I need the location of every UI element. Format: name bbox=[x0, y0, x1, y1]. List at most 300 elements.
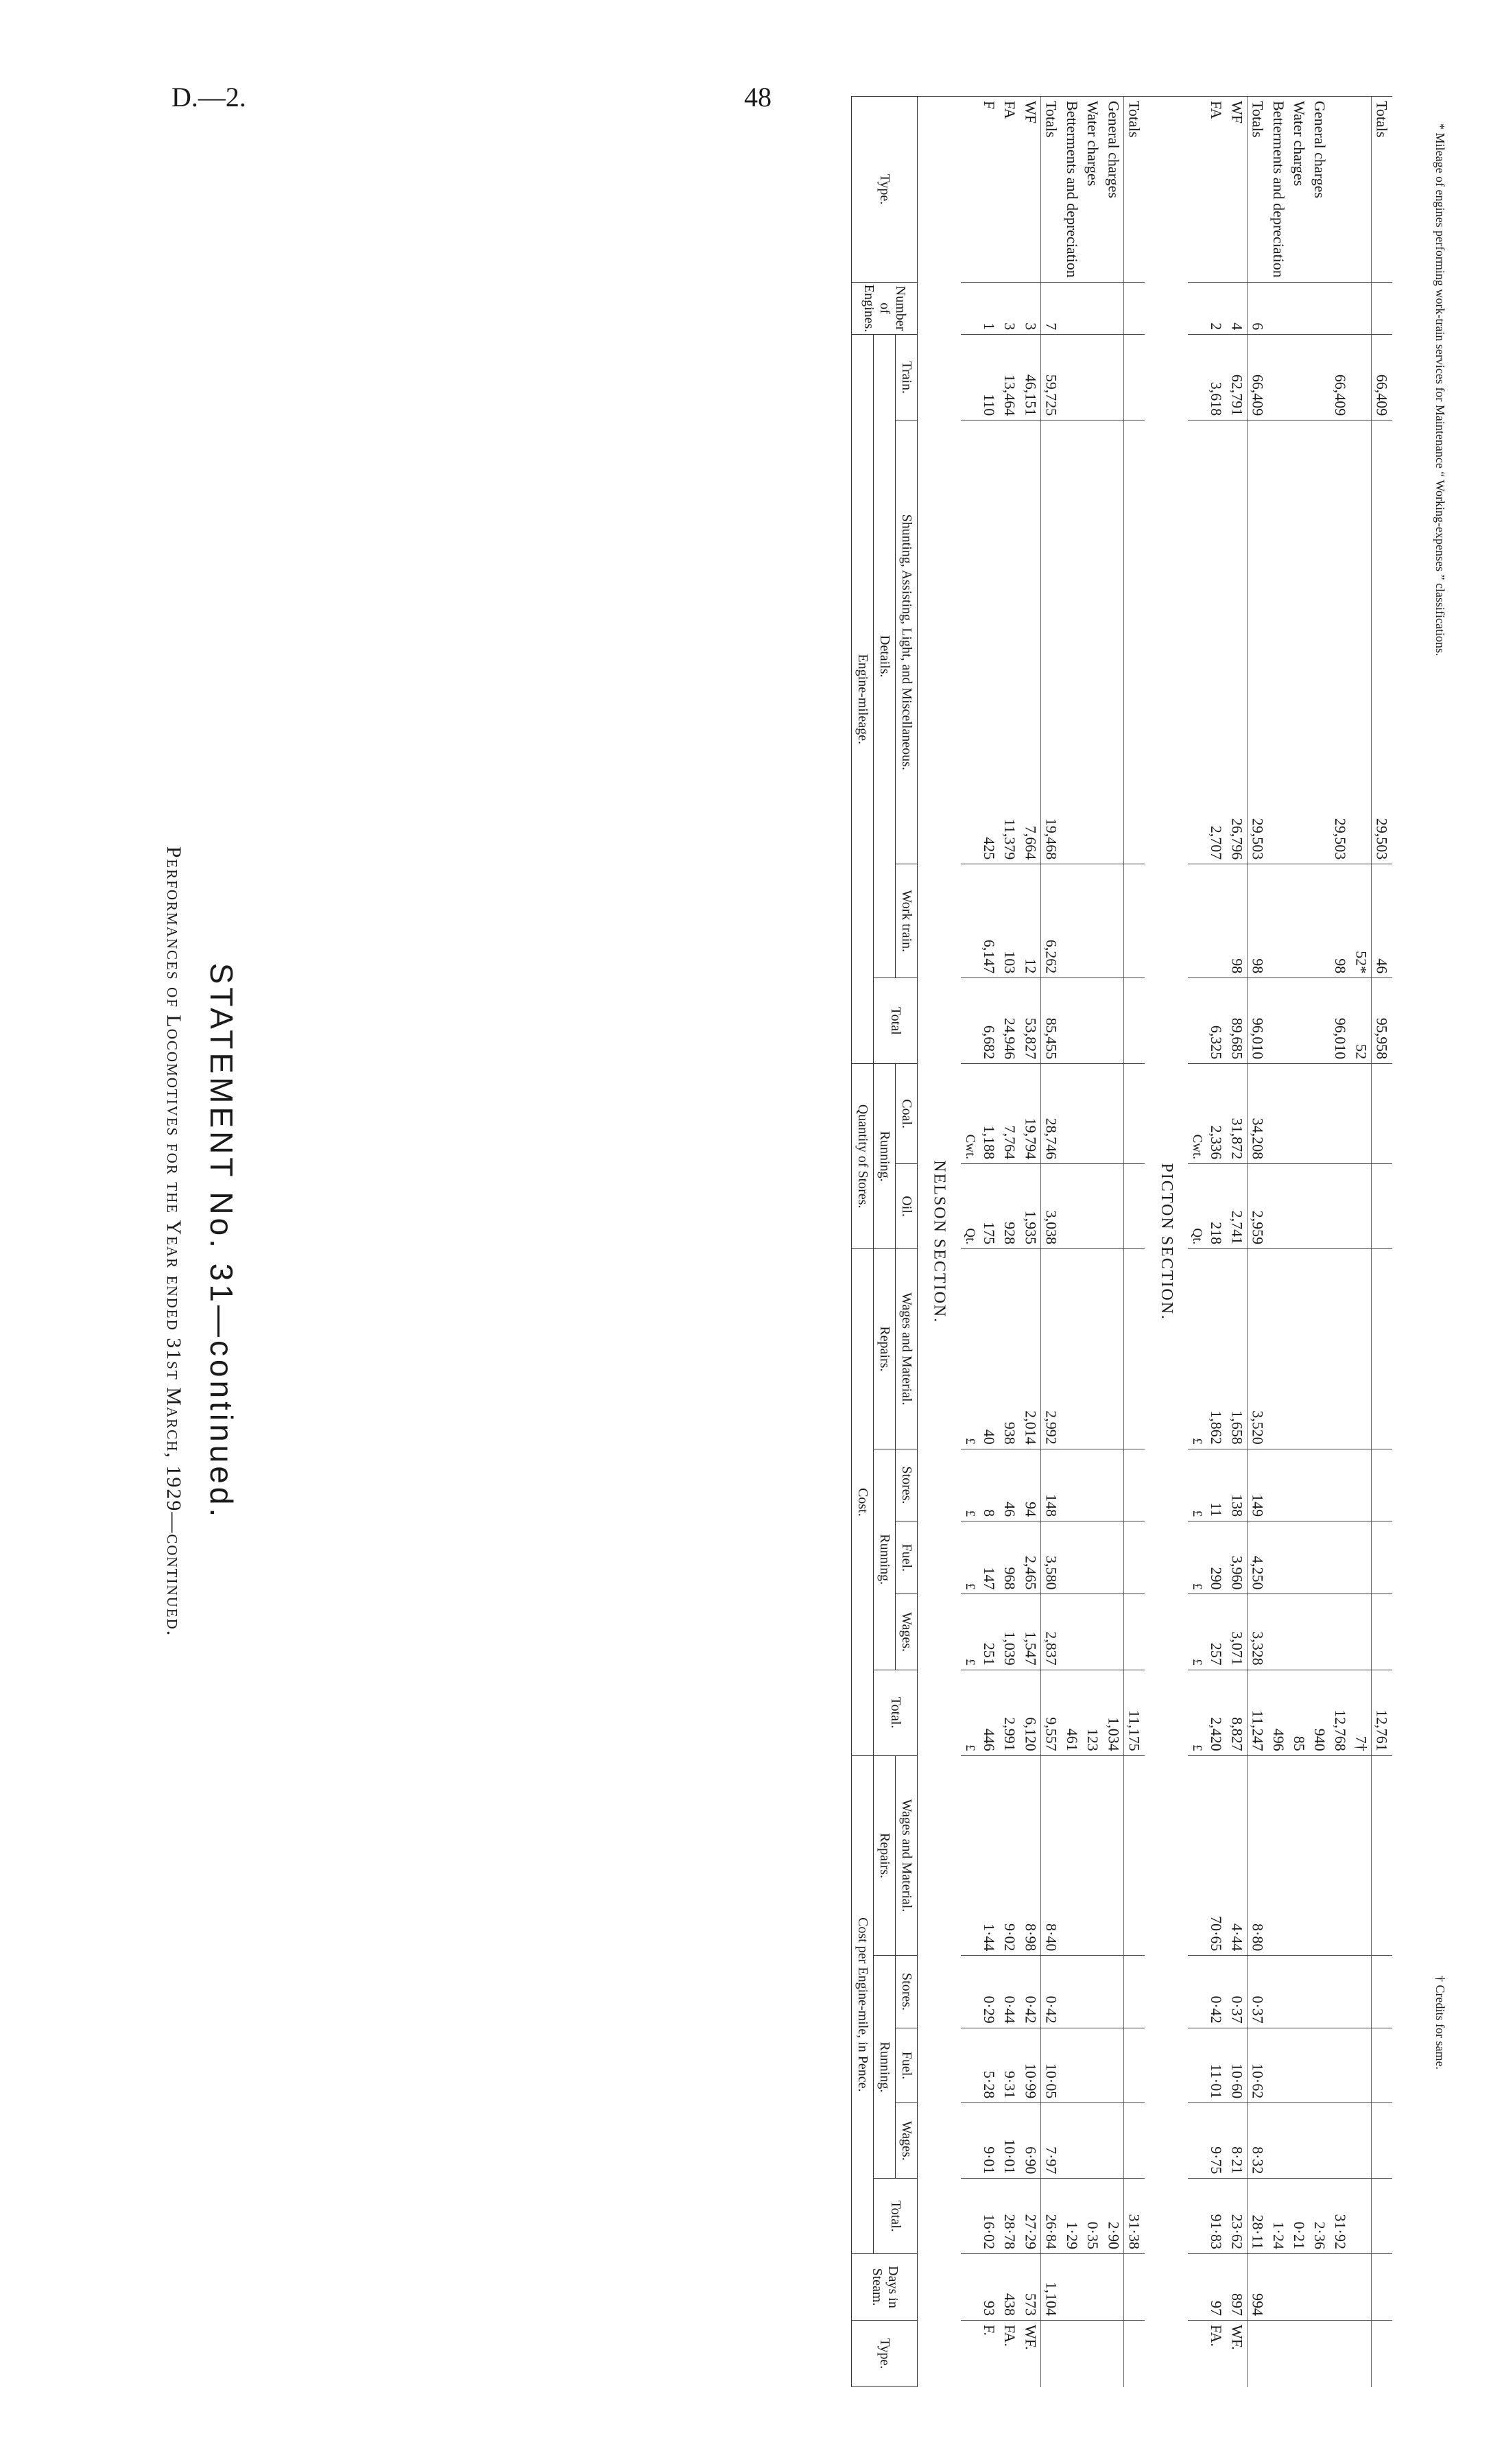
table-cell: 6,120 bbox=[1020, 1670, 1041, 1755]
table-cell bbox=[1082, 978, 1103, 1064]
table-cell: 496 bbox=[1268, 1670, 1289, 1755]
table-cell: FA. bbox=[1206, 2321, 1226, 2387]
table-cell bbox=[1103, 1521, 1124, 1594]
table-cell: 66,409 bbox=[1330, 335, 1350, 420]
table-cell bbox=[1309, 2321, 1330, 2387]
table-cell: 66,409 bbox=[1248, 335, 1269, 420]
table-row bbox=[999, 97, 1020, 2387]
table-cell: 147 bbox=[979, 1521, 999, 1594]
table-cell bbox=[1350, 2254, 1372, 2321]
table-cell bbox=[1268, 1449, 1289, 1521]
table-cell bbox=[1268, 1755, 1289, 1956]
row-label: Water charges bbox=[1289, 97, 1309, 283]
table-cell: 290 bbox=[1206, 1521, 1226, 1594]
section-title: PICTON SECTION. bbox=[1145, 97, 1188, 2387]
table-cell: WF. bbox=[1020, 2321, 1041, 2387]
col-cost-stores: Stores. bbox=[896, 1449, 918, 1521]
col-stores: Quantity of Stores. bbox=[852, 1064, 874, 1249]
col-cpm-wages: Wages. bbox=[896, 2103, 918, 2179]
table-cell: 1·24 bbox=[1268, 2179, 1289, 2254]
table-cell: 968 bbox=[999, 1521, 1020, 1594]
table-cell: 0·42 bbox=[1206, 1956, 1226, 2028]
table-cell bbox=[1062, 2254, 1082, 2321]
table-cell: 12,768 bbox=[1330, 1670, 1350, 1755]
row-label bbox=[1330, 97, 1350, 283]
table-cell bbox=[1041, 2321, 1062, 2387]
table-cell: 96,010 bbox=[1330, 978, 1350, 1064]
table-cell bbox=[1062, 1956, 1082, 2028]
table-cell: 938 bbox=[999, 1249, 1020, 1449]
table-cell bbox=[1289, 1164, 1309, 1249]
table-cell: 1,034 bbox=[1103, 1670, 1124, 1755]
table-cell: 16·02 bbox=[979, 2179, 999, 2254]
table-cell: 85,455 bbox=[1041, 978, 1062, 1064]
table-cell: 13,464 bbox=[999, 335, 1020, 420]
table-cell bbox=[1124, 420, 1145, 864]
table-cell: 8,827 bbox=[1226, 1670, 1248, 1755]
col-cost-repairs: Repairs. bbox=[874, 1249, 896, 1449]
table-cell: 11,247 bbox=[1248, 1670, 1269, 1755]
table-cell: 7 bbox=[1041, 282, 1062, 334]
table-cell bbox=[1268, 978, 1289, 1064]
col-cpm-running: Running. bbox=[874, 1956, 896, 2179]
table-cell bbox=[1309, 1164, 1330, 1249]
table-cell bbox=[1350, 1755, 1372, 1956]
table-cell: 10·62 bbox=[1248, 2028, 1269, 2102]
table-cell: 897 bbox=[1226, 2254, 1248, 2321]
table-cell bbox=[1103, 1064, 1124, 1164]
table-cell bbox=[1372, 2103, 1393, 2179]
table-cell bbox=[1062, 1249, 1082, 1449]
table-cell: 52* bbox=[1350, 864, 1372, 978]
table-cell: 425 bbox=[979, 420, 999, 864]
table-cell: 6,262 bbox=[1041, 864, 1062, 978]
table-cell: 97 bbox=[1206, 2254, 1226, 2321]
table-cell: 2,336 bbox=[1206, 1064, 1226, 1164]
table-row bbox=[1124, 97, 1145, 2387]
section-title: NELSON SECTION. bbox=[918, 97, 962, 2387]
table-cell bbox=[1082, 2321, 1103, 2387]
table-cell: 461 bbox=[1062, 1670, 1082, 1755]
table-cell bbox=[1248, 2321, 1269, 2387]
table-cell bbox=[1330, 2028, 1350, 2102]
table-cell: 12,761 bbox=[1372, 1670, 1393, 1755]
table-cell: 8·40 bbox=[1041, 1755, 1062, 1956]
table-cell bbox=[1309, 1249, 1330, 1449]
table-cell: 2,837 bbox=[1041, 1594, 1062, 1670]
table-cell bbox=[1309, 1755, 1330, 1956]
table-row bbox=[1289, 97, 1309, 2387]
row-label: General charges bbox=[1103, 97, 1124, 283]
table-cell bbox=[1124, 335, 1145, 420]
table-cell: 26,796 bbox=[1226, 420, 1248, 864]
table-cell bbox=[1330, 1064, 1350, 1164]
table-cell: 93 bbox=[979, 2254, 999, 2321]
table-cell: 89,685 bbox=[1226, 978, 1248, 1064]
table-cell: FA. bbox=[999, 2321, 1020, 2387]
table-cell bbox=[1124, 2254, 1145, 2321]
table-cell: 940 bbox=[1309, 1670, 1330, 1755]
table-cell bbox=[1062, 282, 1082, 334]
col-mileage-total: Total bbox=[874, 978, 918, 1064]
table-cell bbox=[1372, 282, 1393, 334]
table-cell bbox=[1062, 420, 1082, 864]
table-cell bbox=[1062, 1449, 1082, 1521]
table-cell bbox=[1309, 282, 1330, 334]
table-cell: 148 bbox=[1041, 1449, 1062, 1521]
table-cell bbox=[1103, 864, 1124, 978]
table-cell: 6,147 bbox=[979, 864, 999, 978]
table-cell: 7·97 bbox=[1041, 2103, 1062, 2179]
table-row bbox=[1206, 97, 1226, 2387]
table-cell bbox=[1124, 282, 1145, 334]
col-stores-running: Running. bbox=[874, 1064, 896, 1249]
table-cell: 175 bbox=[979, 1164, 999, 1249]
col-type-right: Type. bbox=[852, 2321, 918, 2387]
col-cost: Cost. bbox=[852, 1249, 874, 1756]
table-cell bbox=[1289, 1249, 1309, 1449]
table-cell: 2·90 bbox=[1103, 2179, 1124, 2254]
table-cell bbox=[1124, 1164, 1145, 1249]
unit-pound: £ bbox=[961, 1449, 979, 1521]
table-row bbox=[1330, 97, 1350, 2387]
table-cell bbox=[1309, 2103, 1330, 2179]
table-cell bbox=[1350, 1521, 1372, 1594]
table-cell: 3 bbox=[999, 282, 1020, 334]
table-cell bbox=[1268, 1956, 1289, 2028]
table-cell: 2,707 bbox=[1206, 420, 1226, 864]
table-cell bbox=[1350, 2028, 1372, 2102]
table-cell bbox=[1268, 2321, 1289, 2387]
table-cell: 98 bbox=[1330, 864, 1350, 978]
table-cell: 12 bbox=[1020, 864, 1041, 978]
table-cell: 31·38 bbox=[1124, 2179, 1145, 2254]
unit-pound: £ bbox=[1188, 1670, 1206, 1755]
table-cell: 4,250 bbox=[1248, 1521, 1269, 1594]
table-cell: 85 bbox=[1289, 1670, 1309, 1755]
col-cost-running: Running. bbox=[874, 1449, 896, 1670]
table-cell: 446 bbox=[979, 1670, 999, 1755]
table-cell: 3,960 bbox=[1226, 1521, 1248, 1594]
col-cpm-wages-material: Wages and Material. bbox=[896, 1755, 918, 1956]
row-label: FA bbox=[999, 97, 1020, 283]
col-cpm-fuel: Fuel. bbox=[896, 2028, 918, 2102]
table-cell bbox=[1124, 978, 1145, 1064]
table-cell: 11,379 bbox=[999, 420, 1020, 864]
table-cell bbox=[1289, 2321, 1309, 2387]
table-cell: 46 bbox=[1372, 864, 1393, 978]
col-cpm: Cost per Engine-mile, in Pence. bbox=[852, 1755, 874, 2253]
table-cell: 46,151 bbox=[1020, 335, 1041, 420]
table-cell: 40 bbox=[979, 1249, 999, 1449]
table-cell bbox=[1124, 1594, 1145, 1670]
row-label: Totals bbox=[1372, 97, 1393, 283]
table-cell bbox=[1309, 1521, 1330, 1594]
table-cell: 94 bbox=[1020, 1449, 1041, 1521]
table-cell bbox=[1268, 335, 1289, 420]
table-cell: 70·65 bbox=[1206, 1755, 1226, 1956]
table-cell: 138 bbox=[1226, 1449, 1248, 1521]
table-cell bbox=[1309, 335, 1330, 420]
table-cell: 52 bbox=[1350, 978, 1372, 1064]
table-cell: 8·21 bbox=[1226, 2103, 1248, 2179]
table-cell bbox=[1103, 2254, 1124, 2321]
locomotive-table bbox=[851, 96, 1392, 2387]
col-cost-total: Total. bbox=[874, 1670, 918, 1755]
table-row bbox=[979, 97, 999, 2387]
table-cell bbox=[1103, 1164, 1124, 1249]
table-cell: 0·44 bbox=[999, 1956, 1020, 2028]
table-cell bbox=[1289, 1449, 1309, 1521]
table-cell bbox=[1330, 1449, 1350, 1521]
col-cost-wages: Wages. bbox=[896, 1594, 918, 1670]
table-cell bbox=[1124, 1521, 1145, 1594]
table-cell: 27·29 bbox=[1020, 2179, 1041, 2254]
table-cell: 28·11 bbox=[1248, 2179, 1269, 2254]
row-label: FA bbox=[1206, 97, 1226, 283]
table-row bbox=[1372, 97, 1393, 2387]
table-cell: 1,188 bbox=[979, 1064, 999, 1164]
table-cell bbox=[1330, 2254, 1350, 2321]
table-row bbox=[1309, 97, 1330, 2387]
table-cell: 3 bbox=[1020, 282, 1041, 334]
table-cell bbox=[1372, 1064, 1393, 1164]
table-cell: 26·84 bbox=[1041, 2179, 1062, 2254]
table-cell: 218 bbox=[1206, 1164, 1226, 1249]
table-cell bbox=[1062, 1594, 1082, 1670]
table-cell bbox=[1062, 2103, 1082, 2179]
table-row bbox=[1062, 97, 1082, 2387]
table-cell bbox=[1062, 2028, 1082, 2102]
table-cell bbox=[1062, 1521, 1082, 1594]
col-shunting: Shunting, Assisting, Light, and Miscellaneous. bbox=[896, 420, 918, 864]
table-cell: 31,872 bbox=[1226, 1064, 1248, 1164]
table-cell: 9·31 bbox=[999, 2028, 1020, 2102]
footnote-star: * Mileage of engines performing work-train services for Maintenance “ Working-expenses ” classifications. bbox=[1433, 123, 1447, 656]
table-cell: 9,557 bbox=[1041, 1670, 1062, 1755]
table-cell: 9·01 bbox=[979, 2103, 999, 2179]
table-cell: 0·37 bbox=[1226, 1956, 1248, 2028]
table-cell bbox=[1309, 2028, 1330, 2102]
table-cell bbox=[1082, 2254, 1103, 2321]
table-cell bbox=[1330, 2321, 1350, 2387]
unit-row bbox=[1188, 97, 1206, 2387]
unit-pound: £ bbox=[961, 1521, 979, 1594]
table-cell bbox=[1268, 2254, 1289, 2321]
table-cell bbox=[1124, 1249, 1145, 1449]
table-cell: 3,520 bbox=[1248, 1249, 1269, 1449]
row-label: Totals bbox=[1124, 97, 1145, 283]
col-details: Details. bbox=[874, 335, 896, 978]
table-cell: 438 bbox=[999, 2254, 1020, 2321]
col-engines: Number of Engines. bbox=[852, 282, 918, 334]
table-cell bbox=[1082, 2103, 1103, 2179]
table-cell: WF. bbox=[1226, 2321, 1248, 2387]
table-cell: 3,071 bbox=[1226, 1594, 1248, 1670]
table-cell bbox=[1103, 335, 1124, 420]
col-mileage: Engine-mileage. bbox=[852, 335, 874, 1064]
table-cell: 2 bbox=[1206, 282, 1226, 334]
table-cell: 10·05 bbox=[1041, 2028, 1062, 2102]
table-cell: 3,580 bbox=[1041, 1521, 1062, 1594]
rotated-statement bbox=[75, 96, 1475, 2387]
table-cell bbox=[1330, 1755, 1350, 1956]
table-cell: 103 bbox=[999, 864, 1020, 978]
table-cell bbox=[1330, 1956, 1350, 2028]
table-cell bbox=[1082, 420, 1103, 864]
unit-pound: £ bbox=[1188, 1249, 1206, 1449]
table-cell bbox=[1350, 1164, 1372, 1249]
table-cell bbox=[1103, 282, 1124, 334]
table-cell: 6,325 bbox=[1206, 978, 1226, 1064]
table-cell bbox=[1309, 420, 1330, 864]
table-cell: 1 bbox=[979, 282, 999, 334]
picton-section bbox=[1145, 97, 1392, 2387]
table-cell: 5·28 bbox=[979, 2028, 999, 2102]
table-cell: 98 bbox=[1226, 864, 1248, 978]
table-cell bbox=[1082, 1956, 1103, 2028]
table-row bbox=[1082, 97, 1103, 2387]
table-cell: 96,010 bbox=[1248, 978, 1269, 1064]
col-days: Days in Steam. bbox=[852, 2254, 918, 2321]
statement-subtitle: Performances of Locomotives for the Year ended 31st March, 1929—continued. bbox=[163, 846, 185, 1637]
col-cost-fuel: Fuel. bbox=[896, 1521, 918, 1594]
table-cell bbox=[1103, 2028, 1124, 2102]
table-cell: 257 bbox=[1206, 1594, 1226, 1670]
table-cell: 11,175 bbox=[1124, 1670, 1145, 1755]
table-cell bbox=[1103, 2103, 1124, 2179]
unit-pound: £ bbox=[961, 1670, 979, 1755]
table-cell bbox=[1372, 1594, 1393, 1670]
table-cell bbox=[1082, 282, 1103, 334]
table-cell bbox=[1350, 1249, 1372, 1449]
footnote-dagger: † Credits for same. bbox=[1433, 1976, 1447, 2070]
table-cell bbox=[1268, 1249, 1289, 1449]
table-cell bbox=[1309, 1594, 1330, 1670]
table-cell: 1,658 bbox=[1226, 1249, 1248, 1449]
table-cell: 29,503 bbox=[1372, 420, 1393, 864]
table-cell: 29,503 bbox=[1330, 420, 1350, 864]
table-cell bbox=[1289, 2028, 1309, 2102]
table-cell bbox=[1350, 1594, 1372, 1670]
table-cell bbox=[1372, 1755, 1393, 1956]
table-cell bbox=[1124, 1064, 1145, 1164]
table-cell: 6,682 bbox=[979, 978, 999, 1064]
table-cell bbox=[1330, 1594, 1350, 1670]
table-cell: 24,946 bbox=[999, 978, 1020, 1064]
table-cell bbox=[1103, 420, 1124, 864]
table-cell: 0·37 bbox=[1248, 1956, 1269, 2028]
table-cell bbox=[1350, 1064, 1372, 1164]
table-cell: 10·01 bbox=[999, 2103, 1020, 2179]
col-cpm-repairs: Repairs. bbox=[874, 1755, 896, 1956]
table-cell bbox=[1062, 1755, 1082, 1956]
table-cell bbox=[1268, 1521, 1289, 1594]
table-cell: 4·44 bbox=[1226, 1755, 1248, 1956]
table-cell bbox=[1103, 1755, 1124, 1956]
table-cell: 9·75 bbox=[1206, 2103, 1226, 2179]
table-cell bbox=[1289, 420, 1309, 864]
unit-coal: Cwt. bbox=[1188, 1064, 1206, 1164]
table-cell bbox=[1103, 1594, 1124, 1670]
table-cell bbox=[1330, 1521, 1350, 1594]
table-cell bbox=[1062, 335, 1082, 420]
table-cell bbox=[1289, 282, 1309, 334]
table-cell: 573 bbox=[1020, 2254, 1041, 2321]
table-cell bbox=[1350, 420, 1372, 864]
table-cell: 8·98 bbox=[1020, 1755, 1041, 1956]
table-row bbox=[1226, 97, 1248, 2387]
row-label: General charges bbox=[1309, 97, 1330, 283]
table-cell: 1·29 bbox=[1062, 2179, 1082, 2254]
table-cell: 2,959 bbox=[1248, 1164, 1269, 1249]
unit-pound: £ bbox=[1188, 1449, 1206, 1521]
table-cell bbox=[1103, 978, 1124, 1064]
row-label: WF bbox=[1020, 97, 1041, 283]
table-cell bbox=[1289, 1064, 1309, 1164]
unit-pound: £ bbox=[961, 1249, 979, 1449]
table-cell: 46 bbox=[999, 1449, 1020, 1521]
col-work: Work train. bbox=[896, 864, 918, 978]
table-cell bbox=[1372, 2179, 1393, 2254]
table-cell bbox=[1372, 1521, 1393, 1594]
table-cell bbox=[1082, 2028, 1103, 2102]
table-cell: 8·32 bbox=[1248, 2103, 1269, 2179]
table-cell bbox=[1309, 2254, 1330, 2321]
table-cell bbox=[1062, 864, 1082, 978]
row-label: Betterments and depreciation bbox=[1268, 97, 1289, 283]
col-train: Train. bbox=[896, 335, 918, 420]
row-label: Betterments and depreciation bbox=[1062, 97, 1082, 283]
table-cell bbox=[1082, 1249, 1103, 1449]
table-cell bbox=[1350, 1956, 1372, 2028]
table-cell bbox=[1289, 2103, 1309, 2179]
table-cell bbox=[1330, 282, 1350, 334]
table-cell bbox=[1309, 1449, 1330, 1521]
table-cell: 1,104 bbox=[1041, 2254, 1062, 2321]
table-cell bbox=[1082, 1449, 1103, 1521]
col-cpm-stores: Stores. bbox=[896, 1956, 918, 2028]
col-cost-wages-material: Wages and Material. bbox=[896, 1249, 918, 1449]
table-row bbox=[1268, 97, 1289, 2387]
table-row bbox=[1103, 97, 1124, 2387]
row-label: Water charges bbox=[1082, 97, 1103, 283]
table-cell bbox=[1289, 1521, 1309, 1594]
table-cell: 1,039 bbox=[999, 1594, 1020, 1670]
table-cell: 7,764 bbox=[999, 1064, 1020, 1164]
table-cell bbox=[1350, 2103, 1372, 2179]
table-cell bbox=[1082, 1064, 1103, 1164]
table-cell bbox=[1082, 335, 1103, 420]
table-cell bbox=[1330, 2103, 1350, 2179]
table-cell bbox=[1268, 2103, 1289, 2179]
table-cell: 23·62 bbox=[1226, 2179, 1248, 2254]
table-cell: 95,958 bbox=[1372, 978, 1393, 1064]
row-label: Totals bbox=[1041, 97, 1062, 283]
table-cell: 110 bbox=[979, 335, 999, 420]
table-cell: 6·90 bbox=[1020, 2103, 1041, 2179]
nelson-section bbox=[918, 97, 1145, 2387]
table-cell: 3,038 bbox=[1041, 1164, 1062, 1249]
table-cell: 19,468 bbox=[1041, 420, 1062, 864]
table-cell bbox=[1309, 864, 1330, 978]
table-cell bbox=[1124, 864, 1145, 978]
table-cell: 31·92 bbox=[1330, 2179, 1350, 2254]
unit-oil: Qt. bbox=[961, 1164, 979, 1249]
table-cell bbox=[1309, 1956, 1330, 2028]
table-cell: 2,420 bbox=[1206, 1670, 1226, 1755]
table-row bbox=[1248, 97, 1269, 2387]
